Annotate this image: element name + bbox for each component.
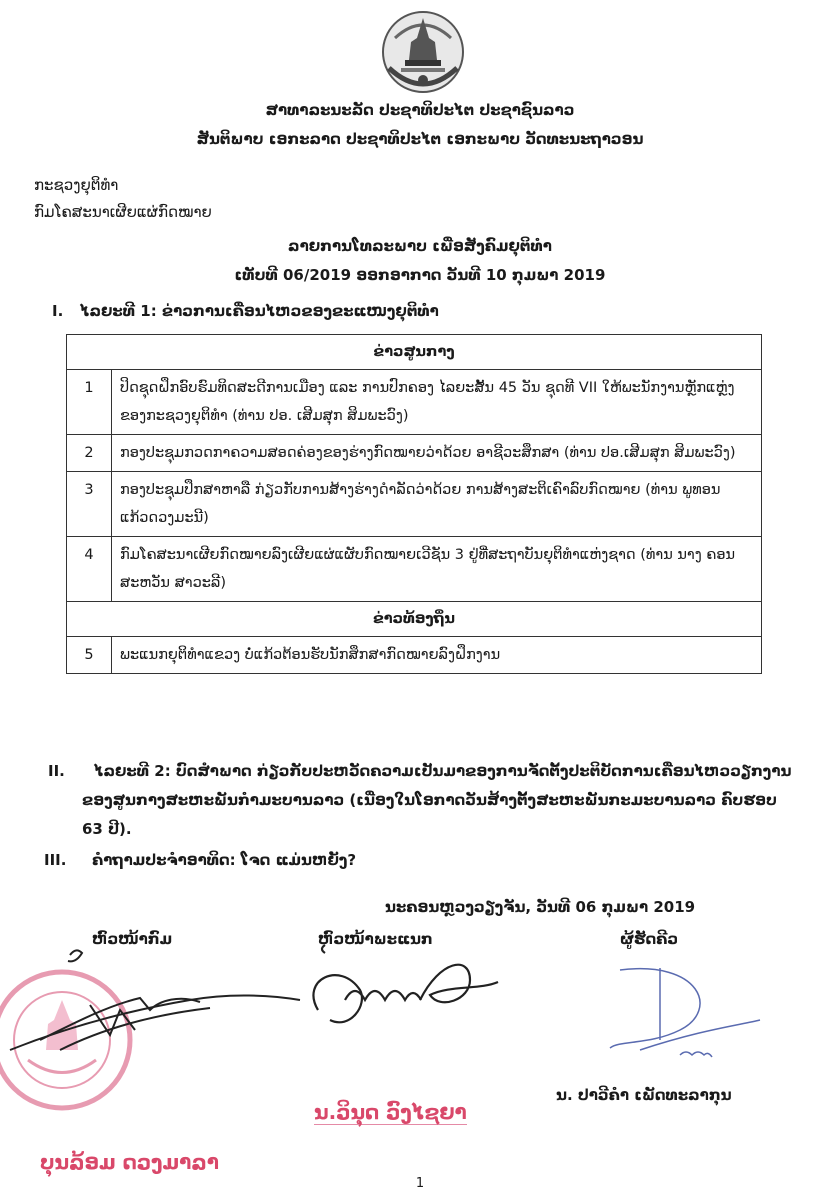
row-number: 5: [67, 637, 112, 674]
table-row: [67, 472, 762, 537]
drafter-name: ນ. ປາວີຄໍາ ເພັດທະລາກຸນ: [556, 1086, 732, 1104]
section-2-label: II.: [48, 762, 65, 780]
row-text: ພະແນກຍຸຕິທໍາແຂວງ ບໍ່ແກ້ວຕ້ອນຮັບນັກສຶກສາກົດໝາຍລົງຝຶກງານ: [112, 637, 762, 674]
news-table: [66, 334, 762, 674]
drafter-signature-icon: [610, 968, 760, 1057]
row-number: 3: [67, 472, 112, 537]
table-row: [67, 637, 762, 674]
signer-title-drafter: ຜູ້ຮັດຄີວ: [620, 930, 679, 948]
signature-date: ນະຄອນຫຼວງວຽງຈັນ, ວັນທີ 06 ກຸມພາ 2019: [385, 898, 696, 916]
row-text: ກອງປະຊຸມປຶກສາຫາລື ກ່ຽວກັບການສ້າງຮ່າງດໍາລັດວ່າດ້ວຍ ການສ້າງສະຕິເຄົາລົບກົດໝາຍ (ທ່ານ ພູທອນ ແກ້ວດວງມະນີ): [112, 472, 762, 537]
signer-title-division-head: ຫົວໜ້າພະແນກ: [318, 930, 433, 948]
signer-title-director: ຫົວໜ້າກົມ: [92, 930, 173, 948]
table-group-row: [67, 602, 762, 637]
ministry-name: ກະຊວງຍຸຕິທໍາ: [34, 176, 119, 194]
official-seal-icon: [0, 972, 130, 1108]
section-2-text: ໄລຍະທີ 2: ບົດສໍາພາດ ກ່ຽວກັບປະຫວັດຄວາມເປັນມາຂອງການຈັດຕັ້ງປະຕິບັດການເຄື່ອນໄຫວວຽກງານຂອງສູນກາງສະຫະພັນກໍາມະບານລາວ (ເນື່ອງໃນໂອກາດວັນສ້າງຕັ້ງສະຫະພັນກະມະບານລາວ ຄົບຮອບ 63 ປີ).: [82, 762, 792, 838]
row-text: ກົມໂຄສະນາເຜີຍກົດໝາຍລົງເຜີຍແຜ່ແຜັບກົດໝາຍເວີຊັນ 3 ຢູ່ທີ່ສະຖາບັນຍຸຕິທໍາແຫ່ງຊາດ (ທ່ານ ນາງ ຄອນສະຫວັນ ສາວະລີ): [112, 537, 762, 602]
page-number: 1: [415, 1176, 425, 1191]
section-3-text: ຄໍາຖາມປະຈໍາອາທິດ: ໂຈດ ແມ່ນຫຍັງ?: [92, 851, 357, 869]
national-emblem-icon: [375, 8, 471, 96]
document-title: ລາຍການໂທລະພາບ ເພື່ອສັງຄົມຍຸຕິທໍາ: [288, 237, 552, 255]
table-row: [67, 370, 762, 435]
table-row: [67, 435, 762, 472]
row-number: 1: [67, 370, 112, 435]
division-head-signature-icon: [313, 945, 498, 1022]
director-name-stamp: ບຸນລ້ອມ ດວງມາລາ: [40, 1150, 219, 1174]
division-head-name-stamp: ນ.ວິນຸດ ວົງໄຊຍາ: [314, 1100, 467, 1124]
section-3-label: III.: [44, 851, 67, 869]
row-text: ປິດຊຸດຝຶກອົບຮົມທິດສະດີການເມືອງ ແລະ ການປົກຄອງ ໄລຍະສັ້ນ 45 ວັນ ຊຸດທີ VII ໃຫ້ພະນັກງານຫຼັກແຫຼ່ງ ຂອງກະຊວງຍຸຕິທໍາ (ທ່ານ ປອ. ເສີມສຸກ ສິມພະວົງ): [112, 370, 762, 435]
row-number: 4: [67, 537, 112, 602]
section-1-label: I.: [52, 302, 64, 320]
country-name: ສາທາລະນະລັດ ປະຊາທິປະໄຕ ປະຊາຊົນລາວ: [265, 101, 575, 119]
director-signature-icon: [10, 950, 300, 1050]
row-number: 2: [67, 435, 112, 472]
group-local-news: ຂ່າວທ້ອງຖິ່ນ: [67, 602, 762, 637]
section-1-heading: ໄລຍະທີ 1: ຂ່າວການເຄື່ອນໄຫວຂອງຂະແໜງຍຸຕິທໍາ: [80, 302, 439, 320]
row-text: ກອງປະຊຸມກວດກາຄວາມສອດຄ່ອງຂອງຮ່າງກົດໝາຍວ່າດ້ວຍ ອາຊີວະສຶກສາ (ທ່ານ ປອ.ເສີມສຸກ ສິມພະວົງ): [112, 435, 762, 472]
episode-line: ເທັບທີ 06/2019 ອອກອາກາດ ວັນທີ 10 ກຸມພາ 2019: [234, 266, 606, 284]
group-central-news: ຂ່າວສູນກາງ: [67, 335, 762, 370]
table-row: [67, 537, 762, 602]
department-name: ກົມໂຄສະນາເຜີຍແຜ່ກົດໝາຍ: [34, 203, 212, 221]
table-group-row: [67, 335, 762, 370]
national-motto: ສັນຕິພາບ ເອກະລາດ ປະຊາທິປະໄຕ ເອກະພາບ ວັດທະນະຖາວອນ: [196, 130, 644, 148]
